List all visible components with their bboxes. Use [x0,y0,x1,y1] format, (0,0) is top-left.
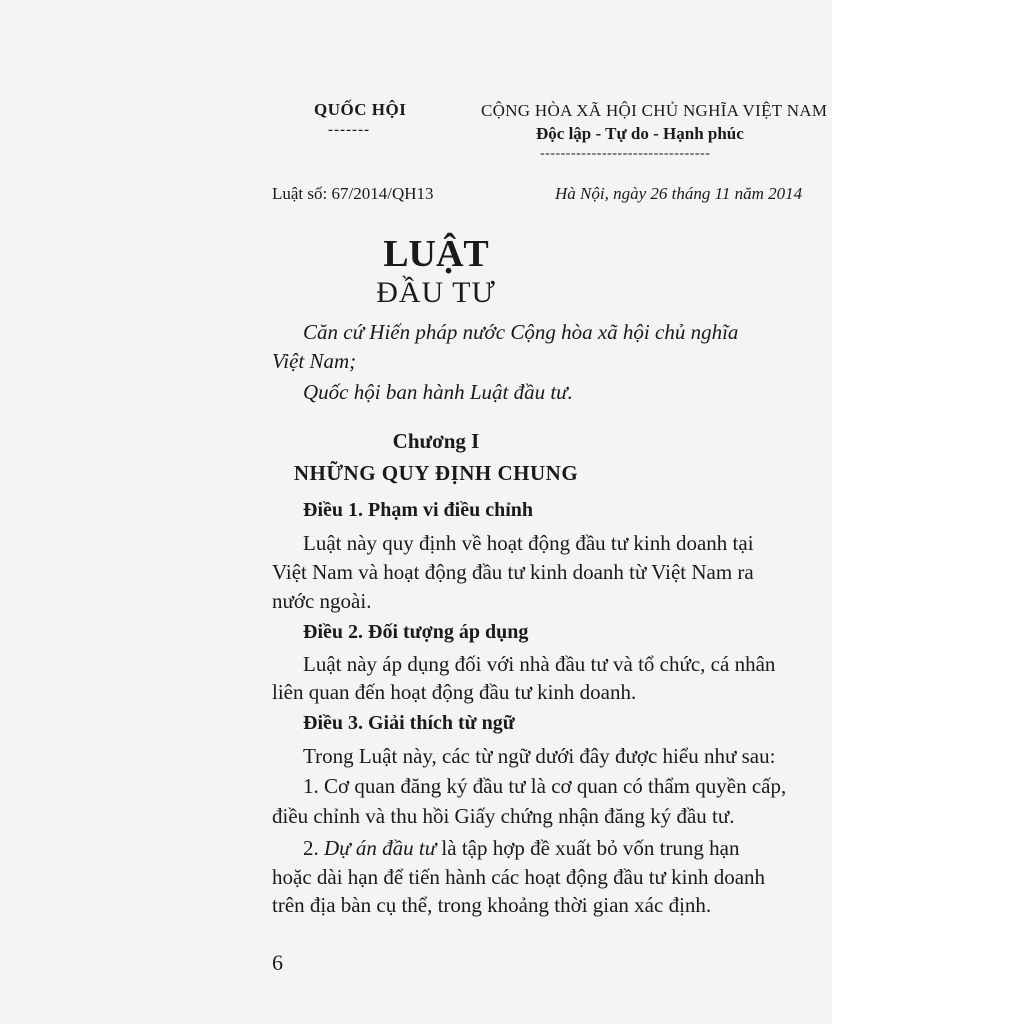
preamble-line-2: Việt Nam; [272,349,357,373]
issuing-body-underline: ------- [328,122,370,138]
chapter-number: Chương I [392,429,480,453]
article-1-line: nước ngoài. [272,589,372,613]
article-1-line: Luật này quy định về hoạt động đầu tư kinh doanh tại [303,531,754,555]
national-title: CỘNG HÒA XÃ HỘI CHỦ NGHĨA VIỆT NAM [481,101,828,120]
article-1-heading: Điều 1. Phạm vi điều chỉnh [303,499,534,521]
article-2-heading: Điều 2. Đối tượng áp dụng [303,621,529,643]
document-subtitle: ĐẦU TƯ [376,276,496,309]
page-margin-background [832,0,1024,1024]
place-and-date: Hà Nội, ngày 26 tháng 11 năm 2014 [555,184,803,203]
article-3-heading: Điều 3. Giải thích từ ngữ [303,712,515,734]
law-number: Luật số: 67/2014/QH13 [272,184,434,203]
article-3-line: 1. Cơ quan đăng ký đầu tư là cơ quan có thẩm quyền cấp, [303,774,787,798]
article-1-line: Việt Nam và hoạt động đầu tư kinh doanh từ Việt Nam ra [272,560,754,584]
national-motto: Độc lập - Tự do - Hạnh phúc [536,124,744,143]
item-2-prefix: 2. [303,836,324,860]
preamble-line-1: Căn cứ Hiến pháp nước Cộng hòa xã hội chủ nghĩa [303,320,739,344]
article-2-line: liên quan đến hoạt động đầu tư kinh doanh. [272,680,637,704]
document-title: LUẬT [383,233,489,275]
item-2-rest: là tập hợp đề xuất bỏ vốn trung hạn [436,836,740,860]
page-number: 6 [272,950,283,975]
article-3-line: hoặc dài hạn để tiến hành các hoạt động đầu tư kinh doanh [272,865,766,889]
issuing-body: QUỐC HỘI [314,100,407,119]
chapter-name: NHỮNG QUY ĐỊNH CHUNG [293,461,579,485]
article-3-line: Trong Luật này, các từ ngữ dưới đây được hiểu như sau: [303,744,776,768]
article-3-line: điều chỉnh và thu hồi Giấy chứng nhận đăng ký đầu tư. [272,804,735,828]
motto-underline: --------------------------------- [540,146,711,161]
article-3-line: trên địa bàn cụ thể, trong khoảng thời gian xác định. [272,893,712,917]
defined-term: Dự án đầu tư [324,836,437,860]
article-2-line: Luật này áp dụng đối với nhà đầu tư và tổ chức, cá nhân [303,652,776,676]
article-3-item-2 [303,836,739,861]
preamble-line-3: Quốc hội ban hành Luật đầu tư. [303,380,573,404]
